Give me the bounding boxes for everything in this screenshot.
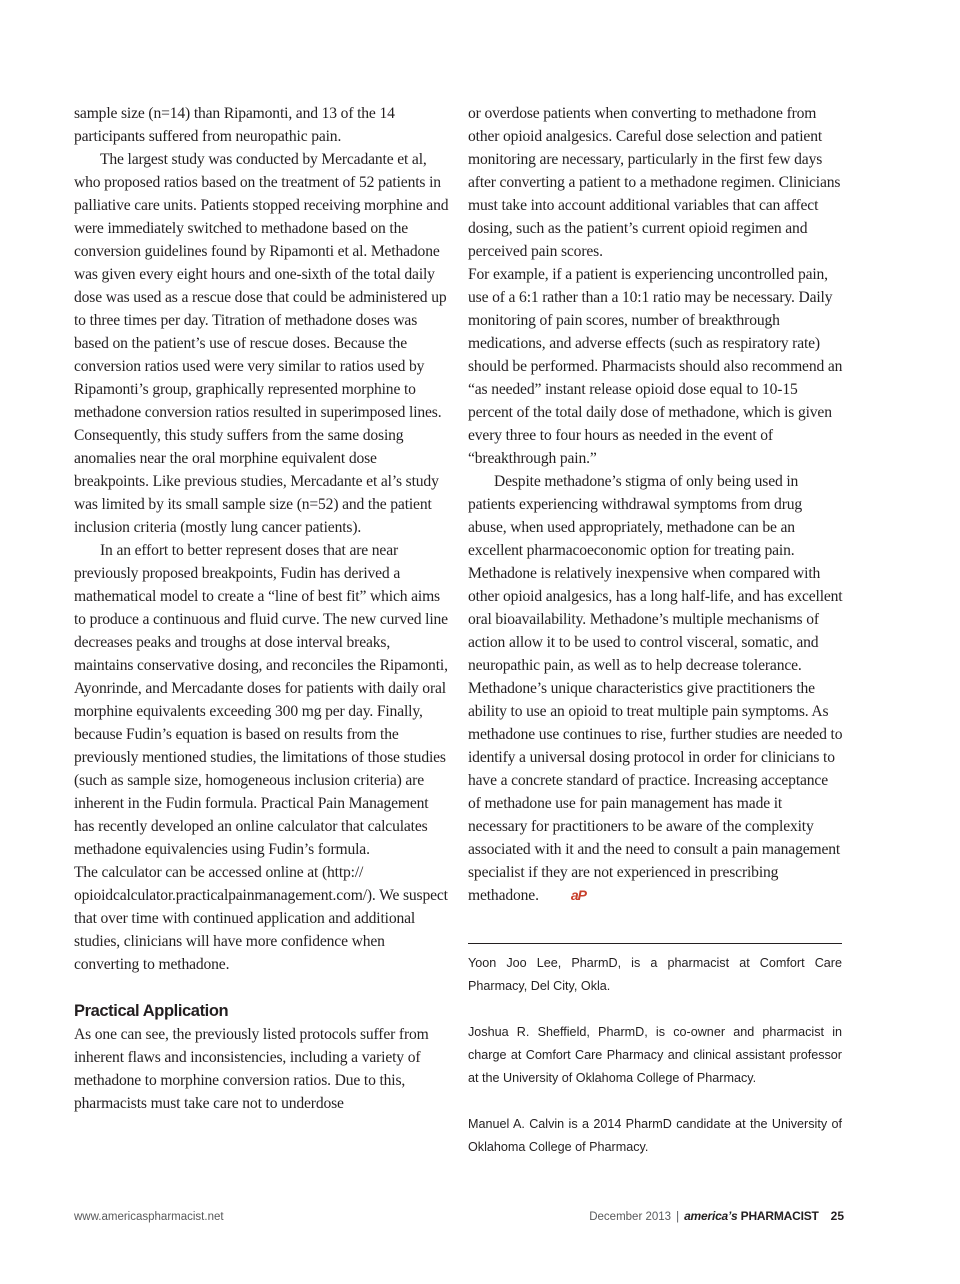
right-column [468, 102, 844, 907]
page-number: 25 [830, 1209, 844, 1223]
body-paragraph: For example, if a patient is experiencing uncontrolled pain, use of a 6:1 rather than a 10:1 ratio may be necessary. Daily monitoring of pain scores, number of breakthrough medications, and adverse effects (such as respiratory rate) should be performed. Pharmacists should also recommend an “as needed” instant release opioid dose equal to 10-15 percent of the total daily dose of methadone, which is given every three to four hours as needed in the event of “breakthrough pain.” [468, 266, 843, 467]
author-bio: Manuel A. Calvin is a 2014 PharmD candidate at the University of Oklahoma College of Pharmacy. [468, 1117, 842, 1154]
section-heading: Practical Application [74, 1002, 229, 1020]
body-paragraph: In an effort to better represent doses that are near previously proposed breakpoints, Fudin has derived a mathematical model to create a “line of best fit” which aims to produce a continuous and fluid curve. The new curved line decreases peaks and troughs at dose interval breaks, maintains conservative dosing, and reconciles the Ripamonti, Ayonrinde, and Mercadante doses for patients with daily oral morphine equivalents exceeding 300 mg per day. Finally, because Fudin’s equation is based on results from the previously mentioned studies, the limitations of those studies (such as sample size, homogeneous inclusion criteria) are inherent in the Fudin formula. Practical Pain Management has recently developed an online calculator that calculates methadone equivalencies using Fudin’s formula. [74, 542, 448, 858]
body-paragraph: or overdose patients when converting to methadone from other opioid analgesics. Careful dose selection and patient monitoring are necessary, particularly in the first few days after converting a patient to a methadone regimen. Clinicians must take into account additional variables that can affect dosing, such as the patient’s current opioid regimen and perceived pain scores. [468, 105, 841, 260]
body-paragraph: The calculator can be accessed online at (http:// opioidcalculator.practicalpainmanagement.com/). We suspect that over time with continued application and additional studies, clinicians will have more confidence when converting to methadone. [74, 864, 448, 973]
footer-url: www.americaspharmacist.net [74, 1211, 224, 1223]
footer-brand-prefix: america’s [684, 1209, 738, 1223]
footer-separator: | [676, 1211, 680, 1223]
page-footer [74, 1209, 844, 1229]
closing-paragraph-text: Despite methadone’s stigma of only being used in patients experiencing withdrawal symptoms from drug abuse, when used appropriately, methadone can be an excellent pharmacoeconomic option for treating pain. Methadone is relatively inexpensive when compared with other opioid analgesics, has a long half-life, and has excellent oral bioavailability. Methadone’s multiple mechanisms of action allow it to be used to control visceral, somatic, and neuropathic pain, as well as to help decrease tolerance. Methadone’s unique characteristics give practitioners the ability to use an opioid to treat multiple pain symptoms. As methadone use continues to rise, further studies are needed to identify a universal dosing protocol in order for clinicians to have a concrete standard of practice. Increasing acceptance of methadone use for pain management has made it necessary for practitioners to be aware of the complexity associated with it and the need to consult a pain management specialist if they are not experienced in prescribing methadone. [468, 473, 843, 904]
body-paragraph: As one can see, the previously listed protocols suffer from inherent flaws and inconsistencies, including a variety of methadone to morphine conversion ratios. Due to this, pharmacists must take care not to underdose [74, 1026, 429, 1112]
footer-right [589, 1209, 844, 1223]
footer-date: December 2013 [589, 1211, 672, 1223]
author-divider [468, 943, 842, 944]
author-bio: Yoon Joo Lee, PharmD, is a pharmacist at Comfort Care Pharmacy, Del City, Okla. [468, 956, 842, 993]
body-paragraph: The largest study was conducted by Mercadante et al, who proposed ratios based on the treatment of 52 patients in palliative care units. Patients stopped receiving morphine and were immediately switched to methadone based on the conversion guidelines found by Ripamonti et al. Methadone was given every eight hours and one-sixth of the total daily dose was used as a rescue dose that could be administered up to three times per day. Titration of methadone doses was based on the patient’s use of rescue doses. Because the conversion ratios used were very similar to ratios used by Ripamonti’s group, graphically represented morphine to methadone conversion ratios resulted in superimposed lines. Consequently, this study suffers from the same dosing anomalies near the oral morphine equivalent dose breakpoints. Like previous studies, Mercadante et al’s study was limited by its small sample size (n=52) and the patient inclusion criteria (mostly lung cancer patients). [74, 151, 449, 536]
end-mark-logo: aP [570, 887, 586, 903]
author-bio: Joshua R. Sheffield, PharmD, is co-owner and pharmacist in charge at Comfort Care Pharmacy and clinical assistant professor at the University of Oklahoma College of Pharmacy. [468, 1025, 842, 1085]
left-column [74, 102, 450, 1115]
author-bios [468, 952, 842, 1182]
body-paragraph [468, 470, 844, 907]
footer-brand-name: PHARMACIST [740, 1209, 819, 1223]
body-paragraph: sample size (n=14) than Ripamonti, and 13 of the 14 participants suffered from neuropathic pain. [74, 105, 395, 145]
